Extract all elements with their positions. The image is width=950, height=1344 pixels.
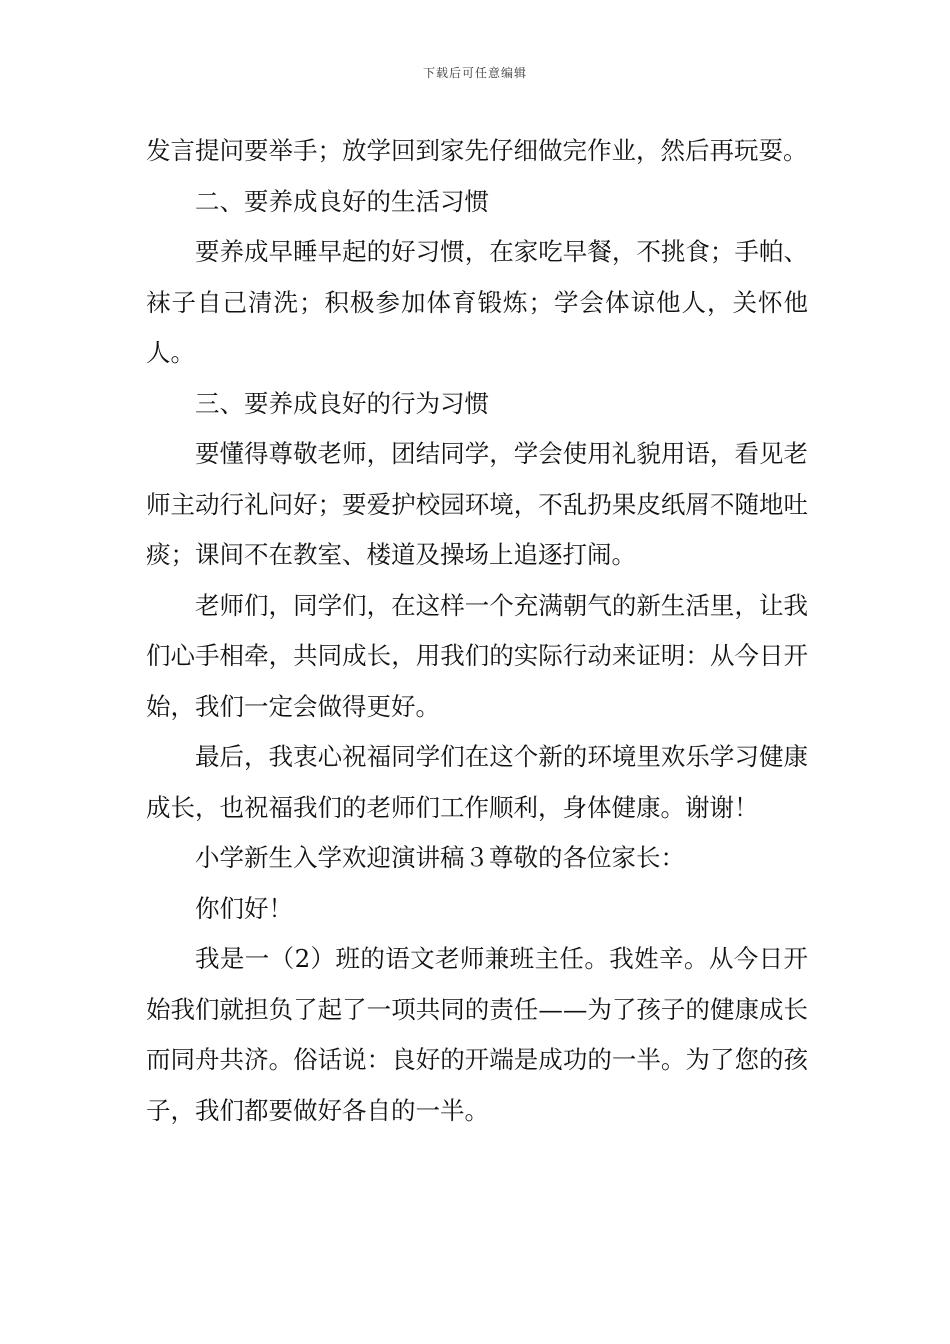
paragraph-6: 老师们，同学们，在这样一个充满朝气的新生活里，让我们心手相牵，共同成长，用我们的实际行动来证明：从今日开始，我们一定会做得更好。 [146, 590, 808, 721]
page-header: 下载后可任意编辑 [422, 66, 527, 80]
paragraph-5: 要懂得尊敬老师，团结同学，学会使用礼貌用语，看见老师主动行礼问好；要爱护校园环境，不乱扔果皮纸屑不随地吐痰；课间不在教室、楼道及操场上追逐打闹。 [146, 439, 808, 569]
speech-title: 小学新生入学欢迎演讲稿３尊敬的各位家长： [195, 843, 685, 872]
paragraph-7: 最后，我衷心祝福同学们在这个新的环境里欢乐学习健康成长，也祝福我们的老师们工作顺利，身体健康。谢谢！ [146, 742, 808, 822]
document-body [146, 126, 808, 1136]
section-heading-2: 二、要养成良好的生活习惯 [195, 186, 489, 216]
section-heading-3: 三、要养成良好的行为习惯 [195, 388, 489, 418]
paragraph-3: 要养成早睡早起的好习惯，在家吃早餐，不挑食；手帕、袜子自己清洗；积极参加体育锻炼；学会体谅他人，关怀他人。 [146, 237, 808, 367]
greeting: 你们好！ [195, 893, 293, 923]
paragraph-10: 我是一（2）班的语文老师兼班主任。我姓辛。从今日开始我们就担负了起了一项共同的责任——为了孩子的健康成长而同舟共济。俗话说：良好的开端是成功的一半。为了您的孩子，我们都要做好各自的一半。 [146, 944, 808, 1125]
paragraph-1: 发言提问要举手；放学回到家先仔细做完作业，然后再玩耍。 [146, 136, 808, 165]
